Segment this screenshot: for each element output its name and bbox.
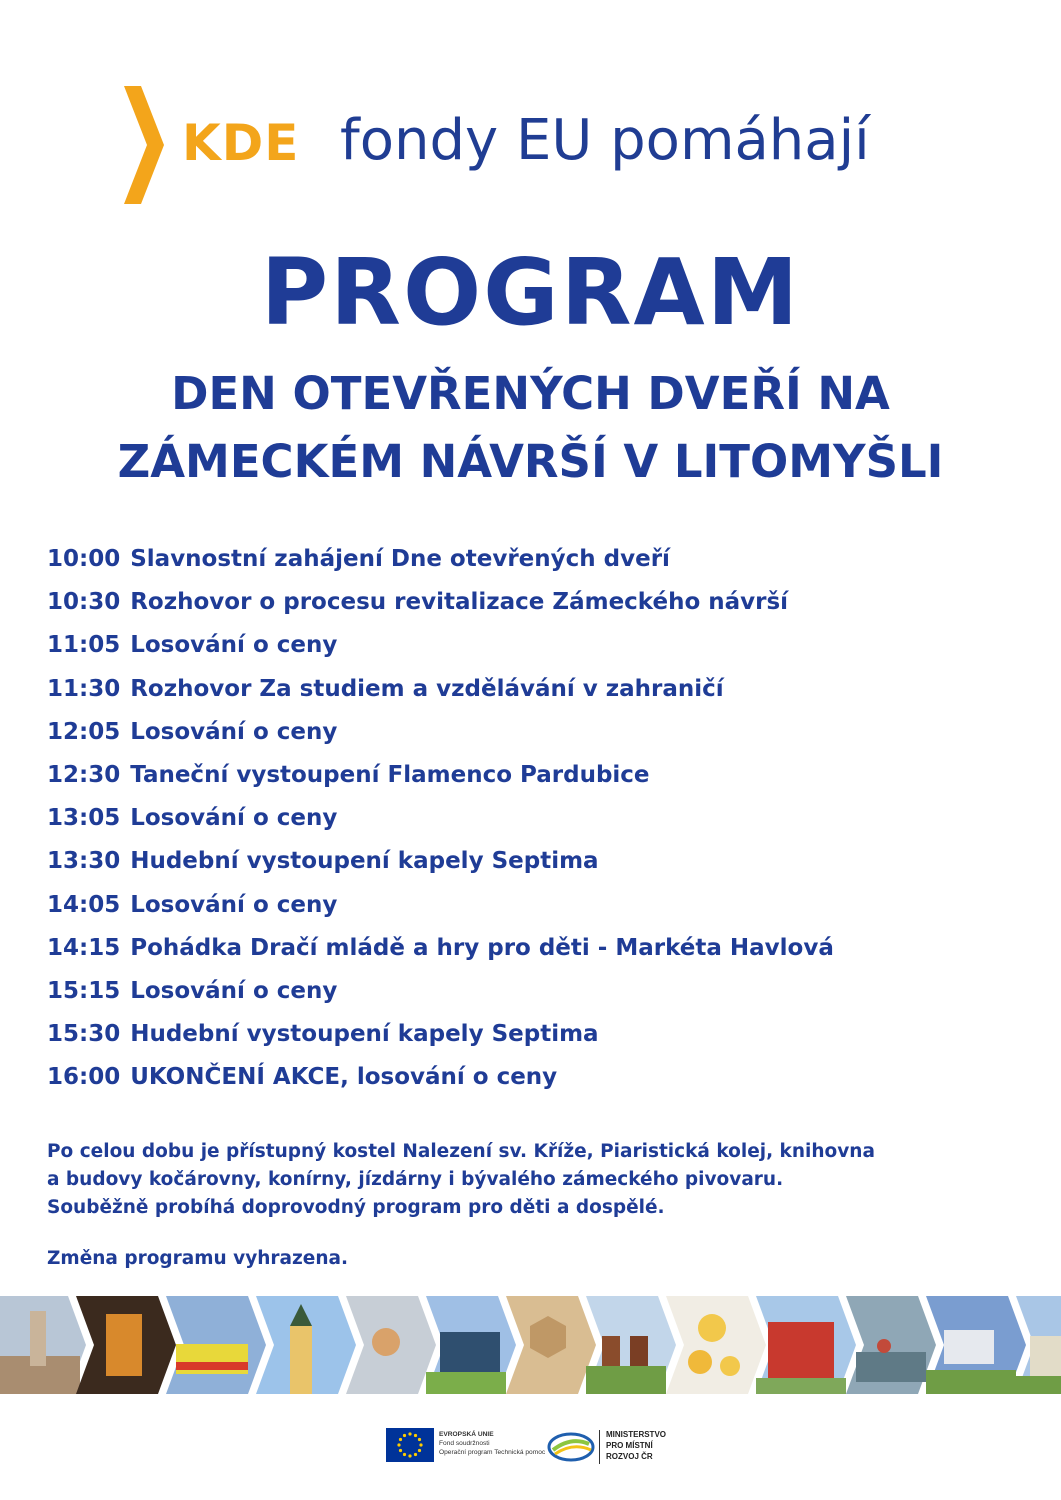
eu-flag-icon — [386, 1428, 434, 1462]
schedule-time: 10:00 — [47, 546, 121, 572]
schedule-time: 11:05 — [47, 632, 121, 659]
kde-word: KDE — [182, 114, 300, 172]
fund-label: Fond soudržnosti — [439, 1440, 490, 1447]
ministry-line-1: MINISTERSTVO — [606, 1430, 667, 1439]
note-line-3: Souběžně probíhá doprovodný program pro děti a dospělé. — [47, 1197, 665, 1218]
schedule-time: 15:30 — [47, 1021, 121, 1048]
schedule-item — [47, 1013, 1007, 1056]
schedule-item — [47, 581, 1007, 624]
subtitle-line-2: ZÁMECKÉM NÁVRŠÍ V LITOMYŠLI — [117, 435, 944, 488]
page-title: PROGRAM — [260, 239, 801, 346]
schedule-event: UKONČENÍ AKCE, losování o ceny — [130, 1064, 558, 1091]
program-change-note: Změna programu vyhrazena. — [47, 1248, 349, 1269]
tagline: fondy EU pomáhají — [340, 108, 870, 173]
schedule-time: 13:30 — [47, 848, 121, 875]
schedule-item — [47, 840, 1007, 883]
schedule-time: 12:30 — [47, 761, 121, 788]
photo-monastery — [0, 1296, 86, 1394]
schedule-item — [47, 754, 1007, 797]
ministry-line-3: ROZVOJ ČR — [606, 1452, 653, 1461]
note-line-2: a budovy kočárovny, konírny, jízdárny i bývalého zámeckého pivovaru. — [47, 1169, 784, 1190]
schedule-time: 10:30 — [47, 589, 121, 616]
schedule-item — [47, 538, 1007, 581]
note-line-1: Po celou dobu je přístupný kostel Nalezení sv. Kříže, Piaristická kolej, knihovna — [47, 1141, 875, 1162]
schedule-item — [47, 884, 1007, 927]
schedule-item — [47, 668, 1007, 711]
eu-label: EVROPSKÁ UNIE — [439, 1431, 494, 1438]
schedule-event: Rozhovor o procesu revitalizace Zámeckého návrší — [130, 589, 789, 616]
schedule-event: Losování o ceny — [130, 718, 338, 745]
schedule-item — [47, 927, 1007, 970]
photo-modern-house — [926, 1296, 1026, 1394]
schedule-time: 13:05 — [47, 805, 121, 832]
footer-divider — [599, 1430, 600, 1464]
photo-strip — [0, 1296, 1061, 1394]
mmr-emblem-icon — [547, 1432, 595, 1462]
photo-ambulance — [166, 1296, 266, 1394]
schedule-event: Taneční vystoupení Flamenco Pardubice — [130, 761, 650, 788]
ministry-text — [606, 1429, 666, 1462]
schedule-event: Hudební vystoupení kapely Septima — [130, 848, 599, 875]
subtitle-line-1: DEN OTEVŘENÝCH DVEŘÍ NA — [171, 367, 890, 420]
chevron-logo-icon — [124, 86, 164, 204]
photo-modern-building — [426, 1296, 516, 1394]
schedule-time: 15:15 — [47, 977, 121, 1004]
footer-logos — [386, 1428, 686, 1468]
photo-red-building — [756, 1296, 856, 1394]
schedule-event: Losování o ceny — [130, 632, 338, 659]
event-subtitle — [0, 360, 1061, 496]
schedule-time: 12:05 — [47, 718, 121, 745]
schedule-event: Hudební vystoupení kapely Septima — [130, 1021, 599, 1048]
schedule-event: Rozhovor Za studiem a vzdělávání v zahraničí — [130, 675, 724, 702]
schedule-event: Pohádka Dračí mládě a hry pro děti - Markéta Havlová — [130, 934, 834, 961]
photo-child-glass — [346, 1296, 436, 1394]
eu-text — [439, 1430, 545, 1457]
schedule-event: Slavnostní zahájení Dne otevřených dveří — [130, 546, 670, 572]
header-logo — [124, 86, 984, 206]
photo-church-tower — [256, 1296, 356, 1394]
photo-wood-pattern — [506, 1296, 596, 1394]
schedule-item — [47, 624, 1007, 667]
schedule-event: Losování o ceny — [130, 891, 338, 918]
photo-stained-glass — [76, 1296, 176, 1394]
photo-cows — [586, 1296, 676, 1394]
schedule-time: 14:15 — [47, 934, 121, 961]
schedule-event: Losování o ceny — [130, 977, 338, 1004]
schedule-time: 16:00 — [47, 1064, 121, 1091]
schedule-event: Losování o ceny — [130, 805, 338, 832]
operational-program-label: Operační program Technická pomoc — [439, 1449, 546, 1456]
schedule-item — [47, 1056, 1007, 1099]
schedule-list — [47, 538, 1007, 1099]
schedule-item — [47, 711, 1007, 754]
photo-kids-water — [846, 1296, 936, 1394]
schedule-time: 11:30 — [47, 675, 121, 702]
photo-cheese — [666, 1296, 766, 1394]
schedule-time: 14:05 — [47, 891, 121, 918]
schedule-item — [47, 970, 1007, 1013]
schedule-item — [47, 797, 1007, 840]
ministry-line-2: PRO MÍSTNÍ — [606, 1441, 653, 1450]
info-notes — [47, 1138, 1027, 1222]
